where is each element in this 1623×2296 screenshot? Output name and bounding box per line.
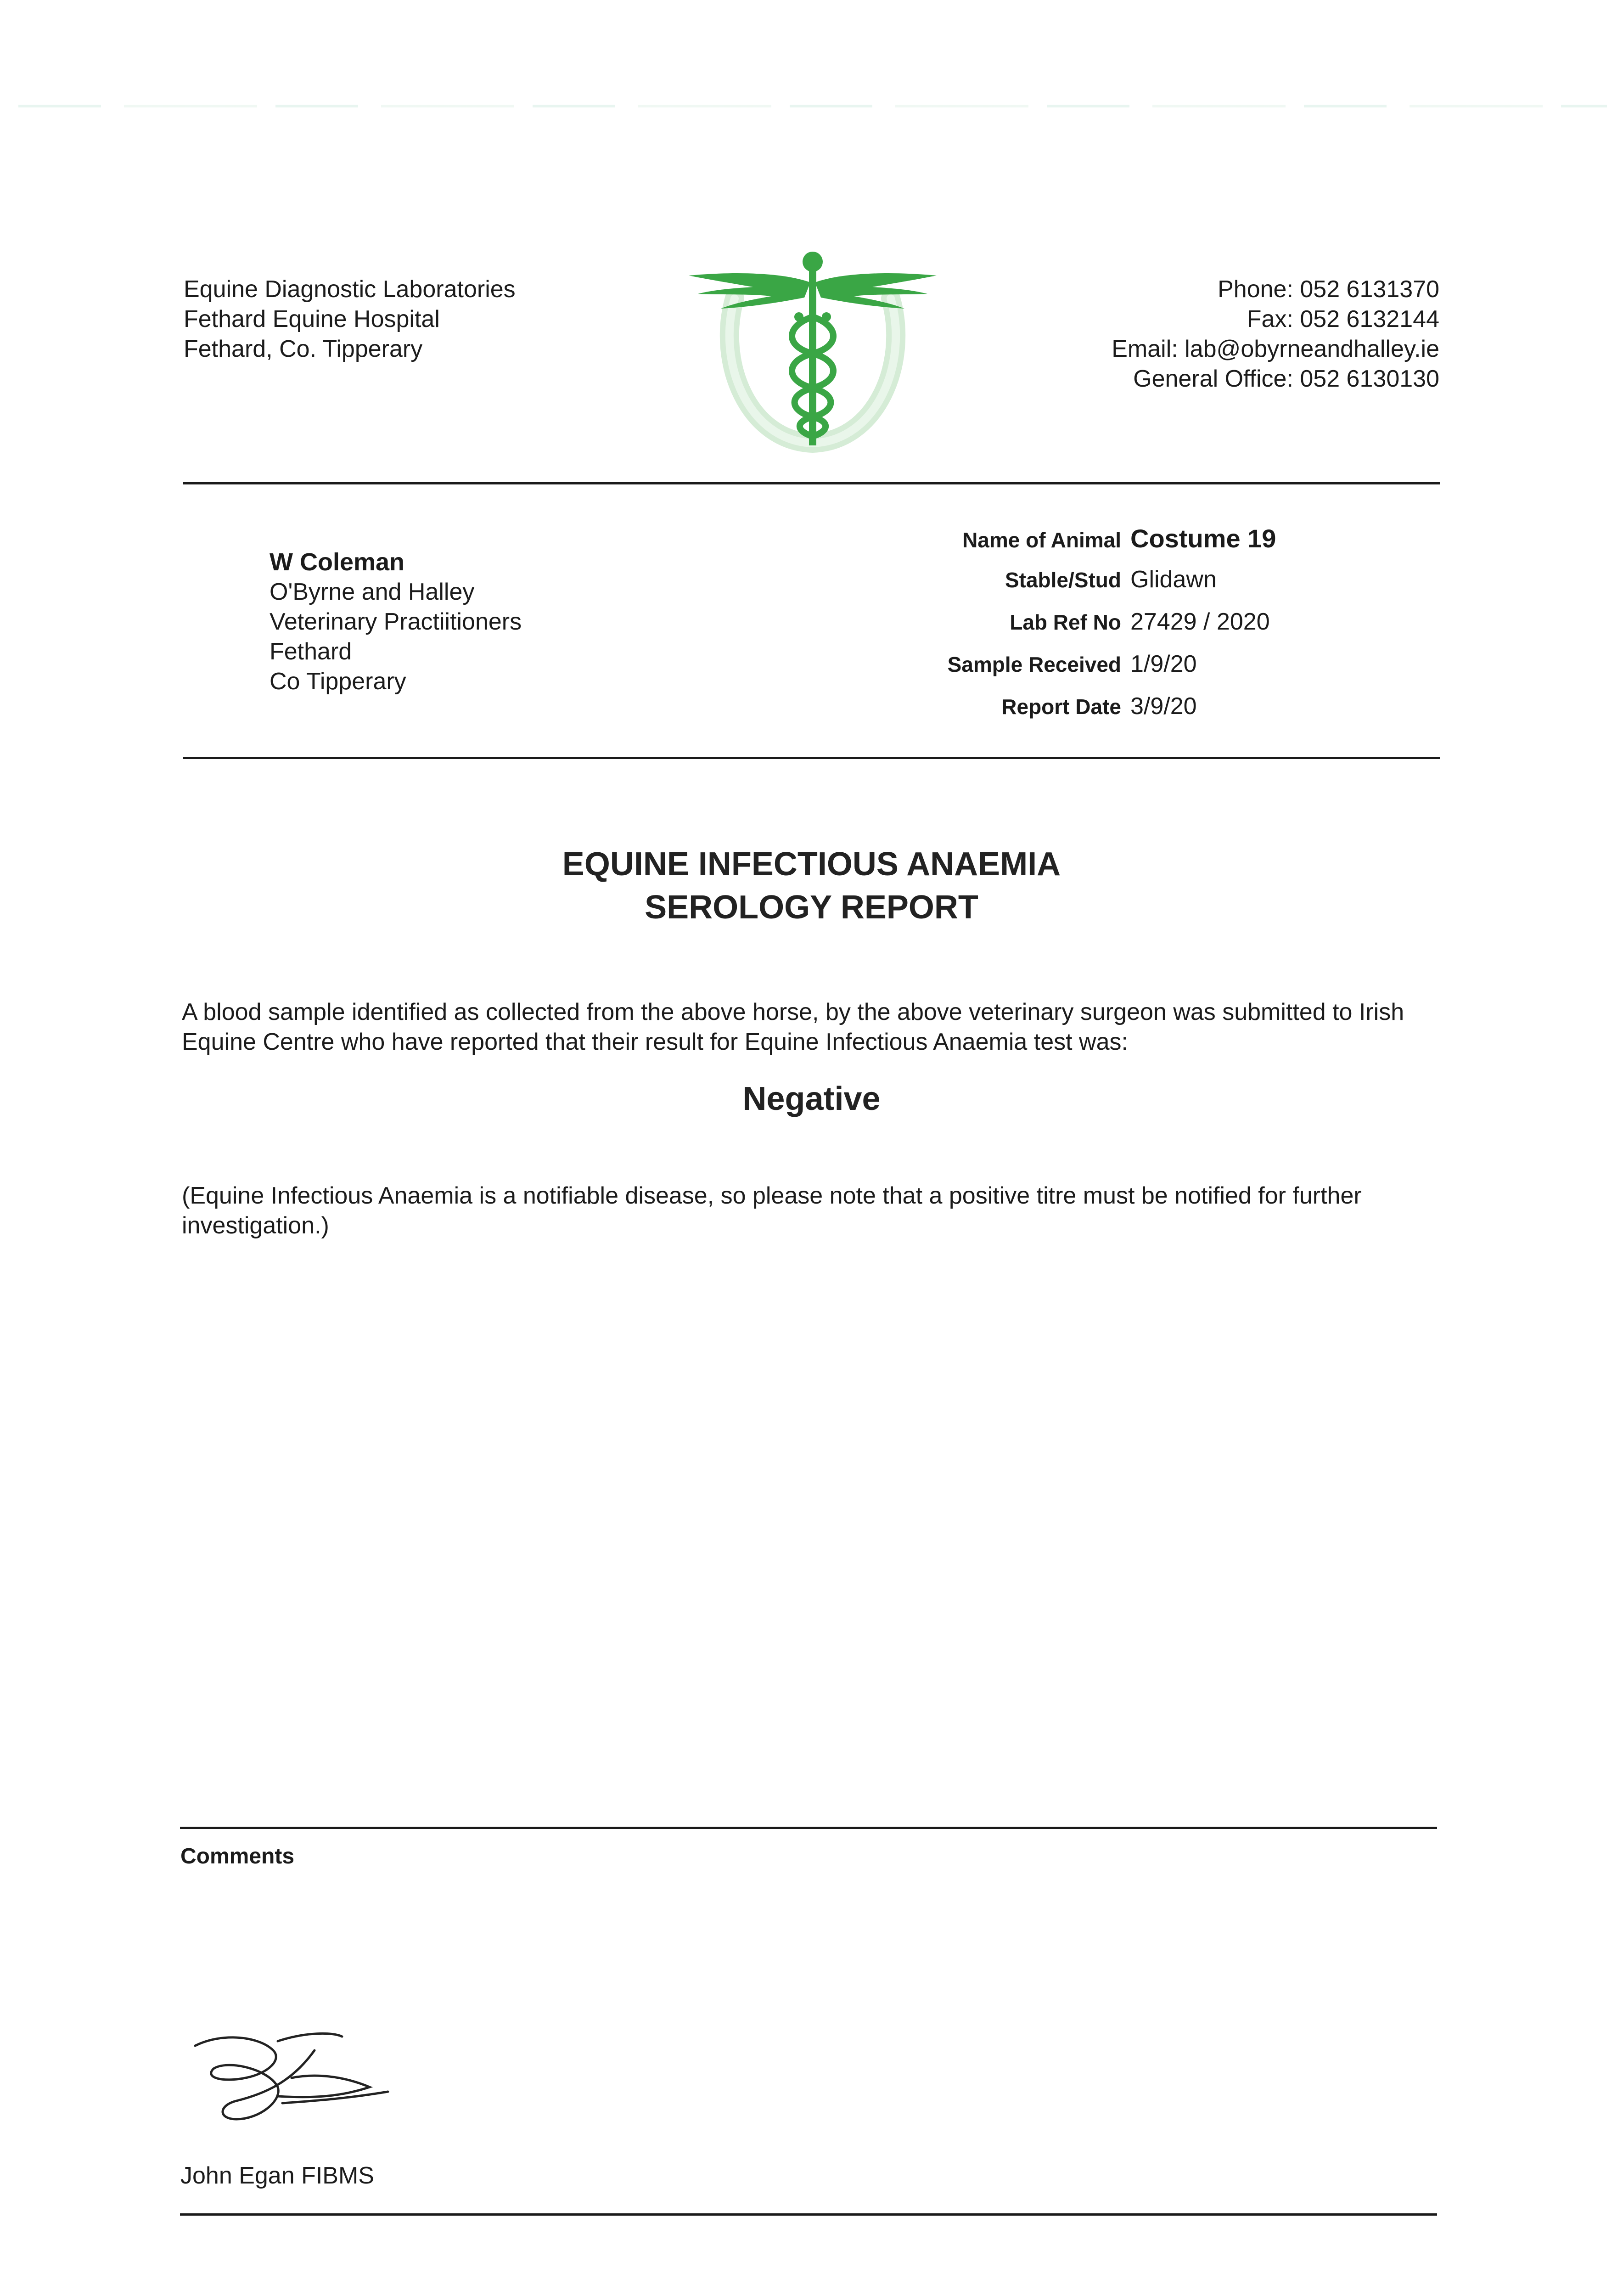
client-line: O'Byrne and Halley (270, 579, 475, 605)
phone-line: Phone: 052 6131370 (1218, 276, 1439, 303)
detail-label: Name of Animal (962, 528, 1121, 552)
email-line: Email: lab@obyrneandhalley.ie (1112, 336, 1439, 362)
client-line: Co Tipperary (270, 668, 406, 695)
signer-name: John Egan FIBMS (180, 2162, 374, 2189)
detail-row-labref (781, 608, 1276, 650)
detail-value: Costume 19 (1130, 524, 1276, 553)
sample-details (781, 523, 1276, 735)
client-line: Veterinary Practiitioners (270, 608, 522, 635)
address-line: Fethard Equine Hospital (184, 306, 440, 332)
divider (183, 757, 1440, 759)
detail-value: 1/9/20 (1130, 651, 1197, 677)
divider (180, 1827, 1437, 1829)
report-title (0, 843, 1623, 929)
comments-label: Comments (180, 1844, 295, 1868)
title-line: SEROLOGY REPORT (645, 889, 978, 926)
title-line: EQUINE INFECTIOUS ANAEMIA (562, 846, 1061, 883)
divider (183, 482, 1440, 484)
detail-value: 3/9/20 (1130, 693, 1197, 720)
divider (180, 2213, 1437, 2216)
detail-label: Sample Received (947, 653, 1121, 676)
client-line: Fethard (270, 638, 352, 665)
lab-address (184, 275, 516, 364)
test-result: Negative (742, 1080, 881, 1117)
address-line: Fethard, Co. Tipperary (184, 336, 423, 362)
client-name: W Coleman (270, 548, 405, 576)
fax-line: Fax: 052 6132144 (1247, 306, 1439, 332)
detail-row-received (781, 650, 1276, 692)
detail-value: 27429 / 2020 (1130, 608, 1270, 635)
notifiable-note: (Equine Infectious Anaemia is a notifiable disease, so please note that a positive titre must be notified for further investigation.) (182, 1182, 1362, 1239)
detail-value: Glidawn (1130, 566, 1217, 593)
detail-row-stable (781, 566, 1276, 608)
detail-label: Lab Ref No (1010, 610, 1121, 634)
office-line: General Office: 052 6130130 (1133, 366, 1439, 392)
scan-artifact-line (18, 105, 1607, 107)
detail-label: Report Date (1001, 695, 1121, 719)
lab-contact (1112, 275, 1439, 394)
handwritten-signature (186, 2023, 397, 2138)
detail-row-animal (781, 523, 1276, 566)
detail-row-report-date (781, 692, 1276, 735)
caduceus-horseshoe-logo (684, 248, 941, 459)
address-line: Equine Diagnostic Laboratories (184, 276, 516, 303)
client-address (270, 547, 522, 697)
detail-label: Stable/Stud (1005, 568, 1121, 592)
report-paragraph: A blood sample identified as collected from the above horse, by the above veterinary surgeon was submitted to Irish Equine Centre who have reported that their result for Equine Infectious Anaemia test was: (182, 999, 1404, 1055)
